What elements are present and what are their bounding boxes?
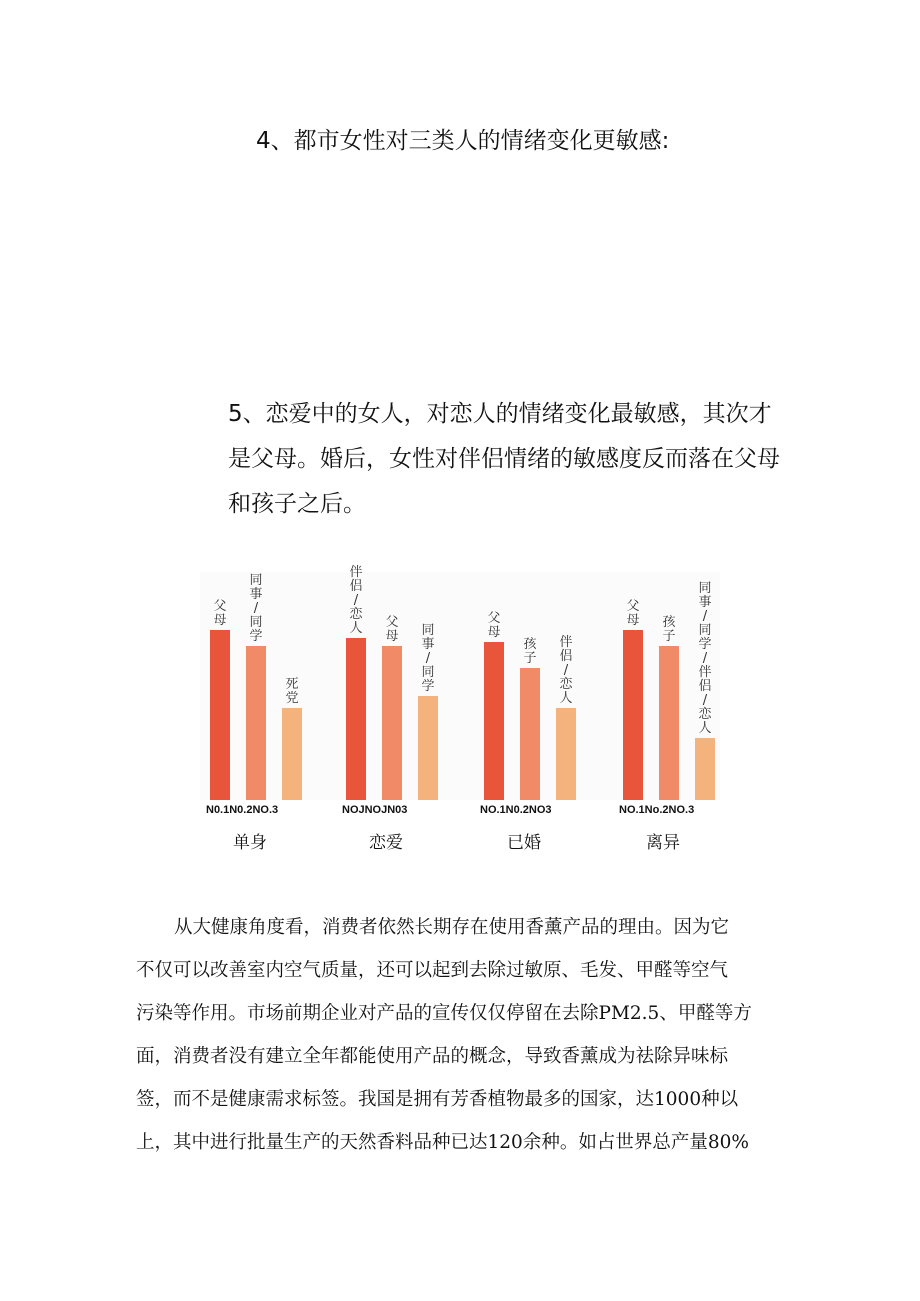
bar: [418, 696, 438, 800]
bar-label: 死党: [285, 677, 299, 706]
bar: [246, 646, 266, 800]
body-line: 污染等作用。市场前期企业对产品的宣传仅仅停留在去除PM2.5、甲醛等方: [136, 1003, 752, 1024]
sensitivity-bar-chart: [180, 552, 740, 862]
group-label: 已婚: [507, 833, 541, 853]
bar-label: 同事/同学: [249, 573, 263, 644]
bar: [346, 638, 366, 800]
heading-5: [228, 392, 800, 527]
tick-label: NOJNOJN03: [342, 804, 408, 816]
bar: [695, 738, 715, 800]
bar-label: 父母: [487, 611, 501, 640]
bar-label: 同事/同学/伴侣/恋人: [698, 581, 712, 736]
body-line: 面，消费者没有建立全年都能使用产品的概念，导致香薰成为祛除异味标: [136, 1046, 729, 1067]
bar: [282, 708, 302, 800]
body-line: 不仅可以改善室内空气质量，还可以起到去除过敏原、毛发、甲醛等空气: [136, 960, 729, 981]
body-line: 签，而不是健康需求标签。我国是拥有芳香植物最多的国家，达1000种以: [136, 1089, 739, 1110]
bar: [382, 646, 402, 800]
tick-label: NO.1N0.2NO3: [480, 804, 552, 816]
bar-label: 伴侣/恋人: [559, 635, 573, 706]
bar-label: 父母: [213, 599, 227, 628]
tick-label: NO.1No.2NO.3: [619, 804, 695, 816]
heading-5-line: 5、恋爱中的女人，对恋人的情绪变化最敏感，其次才: [228, 401, 772, 427]
heading-4: 4、都市女性对三类人的情绪变化更敏感:: [256, 128, 670, 154]
group-label: 离异: [646, 833, 680, 853]
bar-label: 孩子: [523, 637, 537, 666]
bar-label: 伴侣/恋人: [349, 565, 363, 636]
body-paragraph: [136, 906, 796, 1164]
bar-label: 父母: [626, 599, 640, 628]
bar: [623, 630, 643, 800]
body-line: 上，其中进行批量生产的天然香料品种已达120余种。如占世界总产量80%: [136, 1132, 749, 1153]
bar: [659, 646, 679, 800]
group-label: 单身: [233, 833, 267, 853]
bar: [210, 630, 230, 800]
tick-label: N0.1N0.2NO.3: [206, 804, 279, 816]
bar: [484, 642, 504, 800]
heading-5-line: 是父母。婚后，女性对伴侣情绪的敏感度反而落在父母: [228, 446, 780, 472]
body-line: 从大健康角度看，消费者依然长期存在使用香薰产品的理由。因为它: [174, 917, 730, 938]
bar-label: 同事/同学: [421, 623, 435, 694]
heading-5-line: 和孩子之后。: [228, 491, 366, 517]
bar-label: 孩子: [662, 615, 676, 644]
bar: [520, 668, 540, 800]
bar: [556, 708, 576, 800]
group-label: 恋爱: [369, 833, 403, 853]
bar-label: 父母: [385, 615, 399, 644]
